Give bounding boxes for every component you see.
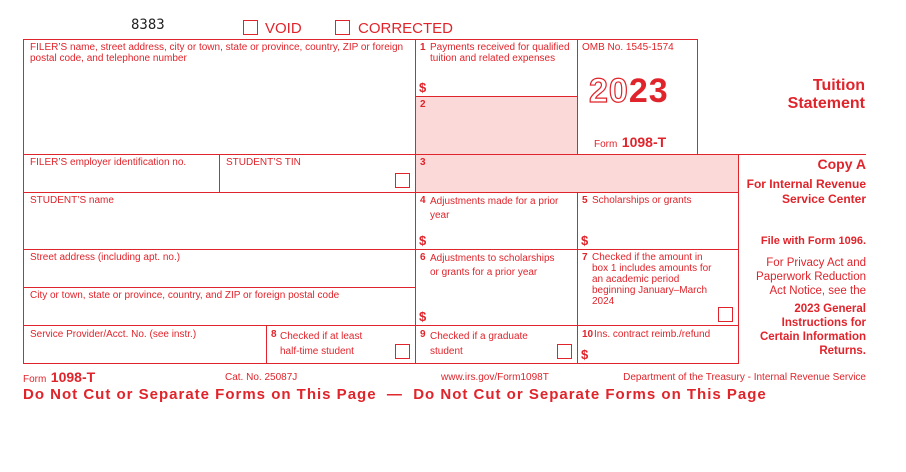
for-irs-label: For Internal Revenue Service Center xyxy=(746,177,866,206)
box9-checkbox[interactable] xyxy=(557,344,572,359)
box7-label: Checked if the amount in box 1 includes amounts for an academic period beginning January–March 2024 xyxy=(592,252,712,307)
footer-form-name xyxy=(23,369,95,387)
filer-ein-label: FILER’S employer identification no. xyxy=(30,157,187,168)
service-provider-label: Service Provider/Acct. No. (see instr.) xyxy=(30,329,197,340)
box1-label: Payments received for qualified tuition and related expenses xyxy=(430,42,570,64)
filer-info-label: FILER’S name, street address, city or town, state or province, country, ZIP or foreign postal code, and telephone number xyxy=(30,42,404,64)
void-checkbox[interactable] xyxy=(243,20,258,35)
box8-label: Checked if at least half-time student xyxy=(280,331,363,357)
box5-num: 5 xyxy=(582,195,588,206)
form-name-top xyxy=(594,134,666,152)
city-label: City or town, state or province, country, and ZIP or foreign postal code xyxy=(30,290,340,301)
footer-dept: Department of the Treasury - Internal Revenue Service xyxy=(623,372,866,383)
corrected-checkbox[interactable] xyxy=(335,20,350,35)
form-code: 8383 xyxy=(131,17,165,33)
footer-cat-no: Cat. No. 25087J xyxy=(225,372,298,383)
box7-checkbox[interactable] xyxy=(718,307,733,322)
footer-form-prefix: Form xyxy=(23,374,47,385)
do-not-cut-banner: Do Not Cut or Separate Forms on This Page — Do Not Cut or Separate Forms on This Page xyxy=(23,386,767,403)
tax-year-bold: 23 xyxy=(628,72,669,110)
box4-label: Adjustments made for a prior year xyxy=(430,196,559,221)
box10-num: 10 xyxy=(582,329,594,340)
student-tin-checkbox[interactable] xyxy=(395,173,410,188)
corrected-label: CORRECTED xyxy=(358,20,454,37)
box6-num: 6 xyxy=(420,252,426,263)
tax-year xyxy=(589,72,669,111)
copy-a-label: Copy A xyxy=(817,156,866,172)
student-name-label: STUDENT’S name xyxy=(30,195,114,206)
box9-num: 9 xyxy=(420,329,426,340)
box9-label: Checked if a graduate student xyxy=(430,331,528,357)
box3-num: 3 xyxy=(420,157,426,168)
form-title: Tuition Statement xyxy=(787,77,865,112)
file-with-label: File with Form 1096. xyxy=(760,235,866,247)
privacy-notice: For Privacy Act and Paperwork Reduction Act Notice, see the xyxy=(756,257,866,297)
box4-dollar: $ xyxy=(419,233,427,248)
box4-num: 4 xyxy=(420,195,426,206)
void-label: VOID xyxy=(265,20,302,37)
box10-label: Ins. contract reimb./refund xyxy=(594,329,711,340)
box8-checkbox[interactable] xyxy=(395,344,410,359)
form-number-top: 1098-T xyxy=(621,134,667,150)
instructions-label: 2023 General Instructions for Certain Information Returns. xyxy=(759,303,866,357)
box2-num: 2 xyxy=(420,99,426,110)
box1-dollar: $ xyxy=(419,80,427,95)
box2-shade xyxy=(416,96,577,154)
box8-num: 8 xyxy=(271,329,277,340)
tax-year-outline: 20 xyxy=(589,72,629,110)
box6-dollar: $ xyxy=(419,309,427,324)
student-tin-label: STUDENT’S TIN xyxy=(226,157,301,168)
street-address-label: Street address (including apt. no.) xyxy=(30,252,181,263)
box7-num: 7 xyxy=(582,252,588,263)
box10-dollar: $ xyxy=(581,347,589,362)
footer-form-number: 1098-T xyxy=(50,369,96,385)
footer-url: www.irs.gov/Form1098T xyxy=(441,372,549,383)
omb-number: OMB No. 1545-1574 xyxy=(582,42,674,53)
box1-num: 1 xyxy=(420,42,426,53)
box5-label: Scholarships or grants xyxy=(592,195,692,206)
box3-shade xyxy=(416,154,738,192)
form-prefix-top: Form xyxy=(594,139,618,150)
box5-dollar: $ xyxy=(581,233,589,248)
box6-label: Adjustments to scholarships or grants for a prior year xyxy=(430,253,555,278)
